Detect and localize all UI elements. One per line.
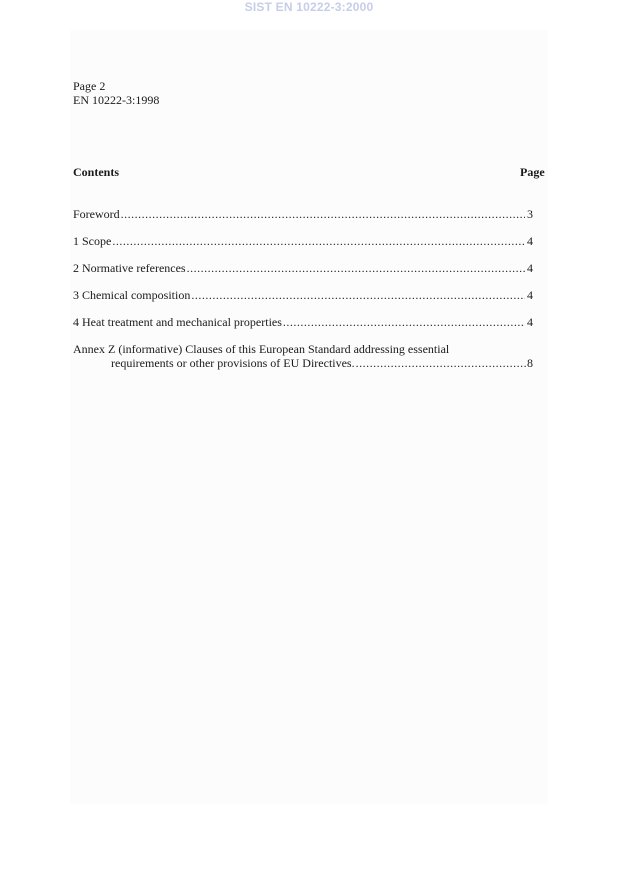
toc-label: 3 Chemical composition: [73, 288, 191, 302]
toc-page: 3: [527, 207, 533, 221]
toc-leader: [112, 234, 525, 248]
toc-page: 4: [527, 261, 533, 275]
toc-page: 4: [527, 288, 533, 302]
watermark: SIST EN 10222-3:2000: [244, 0, 374, 14]
document-page: [70, 30, 548, 804]
toc-page: 8: [527, 356, 533, 370]
toc-entry-normative-references[interactable]: [73, 261, 533, 275]
toc-label: 4 Heat treatment and mechanical properties: [73, 315, 282, 329]
toc-entry-scope[interactable]: [73, 234, 533, 248]
toc-label: 2 Normative references: [73, 261, 186, 275]
toc-entry-annex-z[interactable]: [73, 342, 533, 370]
toc-label: requirements or other provisions of EU Directives.: [111, 356, 355, 370]
table-of-contents: [73, 207, 533, 370]
standard-id: EN 10222-3:1998: [73, 93, 160, 107]
page-number: Page 2: [73, 79, 106, 93]
page-header: [73, 79, 159, 107]
toc-page: 4: [527, 315, 533, 329]
toc-label: Annex Z (informative) Clauses of this European Standard addressing essential: [73, 342, 450, 356]
toc-entry-foreword[interactable]: [73, 207, 533, 221]
toc-label-continuation: [73, 356, 533, 370]
page-column-heading: Page: [520, 165, 545, 179]
toc-label: Foreword: [73, 207, 120, 221]
toc-entry-heat-treatment[interactable]: [73, 315, 533, 329]
toc-entry-chemical-composition[interactable]: [73, 288, 533, 302]
toc-leader: [356, 356, 526, 370]
toc-leader: [283, 315, 525, 329]
toc-leader: [187, 261, 525, 275]
toc-leader: [121, 207, 525, 221]
contents-heading: Contents: [73, 165, 120, 179]
toc-label: 1 Scope: [73, 234, 112, 248]
toc-page: 4: [527, 234, 533, 248]
toc-leader: [191, 288, 525, 302]
